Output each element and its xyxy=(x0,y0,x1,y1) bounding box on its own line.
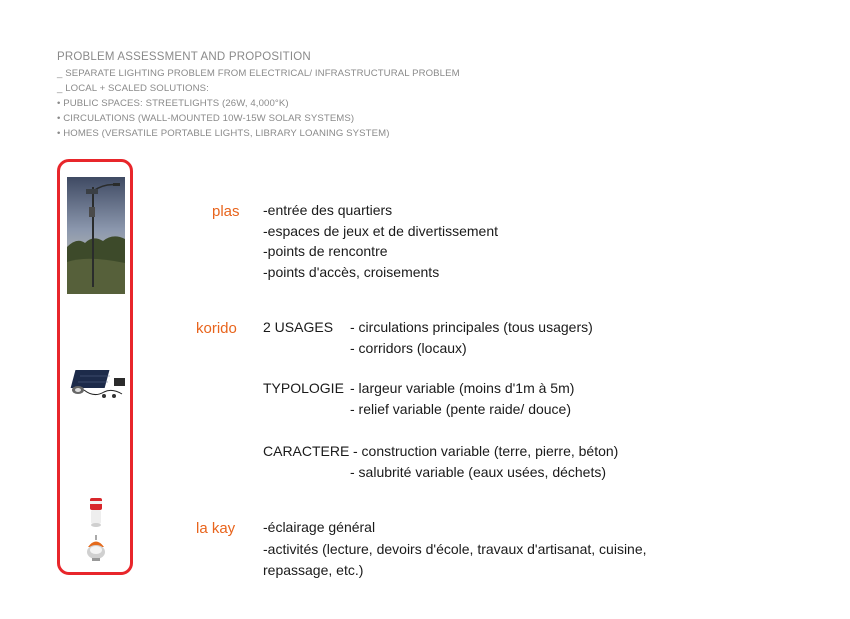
header-line: • HOMES (VERSATILE PORTABLE LIGHTS, LIBRARY LOANING SYSTEM) xyxy=(57,128,390,139)
korido-typologie-line: - largeur variable (moins d'1m à 5m) xyxy=(350,380,575,396)
korido-usages-label: 2 USAGES xyxy=(263,319,334,335)
header-line: • CIRCULATIONS (WALL-MOUNTED 10W-15W SOLAR SYSTEMS) xyxy=(57,113,355,124)
lakay-item: repassage, etc.) xyxy=(263,562,364,578)
portable-light-photo xyxy=(87,497,105,529)
header-line: • PUBLIC SPACES: STREETLIGHTS (26W, 4,000°K) xyxy=(57,98,289,109)
header xyxy=(57,51,460,141)
header-title: PROBLEM ASSESSMENT AND PROPOSITION xyxy=(57,51,311,63)
lakay-item: -éclairage général xyxy=(263,519,376,535)
section-label-plas: plas xyxy=(212,203,240,220)
plas-item: -points d'accès, croisements xyxy=(263,263,440,280)
plas-item: -points de rencontre xyxy=(263,243,388,259)
korido-typologie-label: TYPOLOGIE xyxy=(263,380,344,396)
header-line: _ LOCAL + SCALED SOLUTIONS: xyxy=(57,83,209,94)
header-line: _ SEPARATE LIGHTING PROBLEM FROM ELECTRICAL/ INFRASTRUCTURAL PROBLEM xyxy=(57,68,460,79)
korido-typologie-line: - relief variable (pente raide/ douce) xyxy=(350,401,572,417)
korido-caractere-line: - salubrité variable (eaux usées, déchets) xyxy=(350,464,607,480)
solar-kit-photo xyxy=(70,368,128,402)
korido-caractere-label: CARACTERE xyxy=(263,443,350,459)
lantern-light-photo xyxy=(85,534,107,564)
plas-item: -espaces de jeux et de divertissement xyxy=(263,222,499,239)
plas-item: -entrée des quartiers xyxy=(263,202,393,218)
korido-usages-line: - circulations principales (tous usagers) xyxy=(350,319,593,335)
section-label-korido: korido xyxy=(196,320,237,337)
lakay-item: -activités (lecture, devoirs d'école, travaux d'artisanat, cuisine, xyxy=(263,541,647,557)
section-label-lakay: la kay xyxy=(196,520,236,537)
streetlight-photo xyxy=(67,177,125,294)
korido-usages-line: - corridors (locaux) xyxy=(350,340,467,356)
korido-caractere-line: - construction variable (terre, pierre, béton) xyxy=(353,443,619,459)
